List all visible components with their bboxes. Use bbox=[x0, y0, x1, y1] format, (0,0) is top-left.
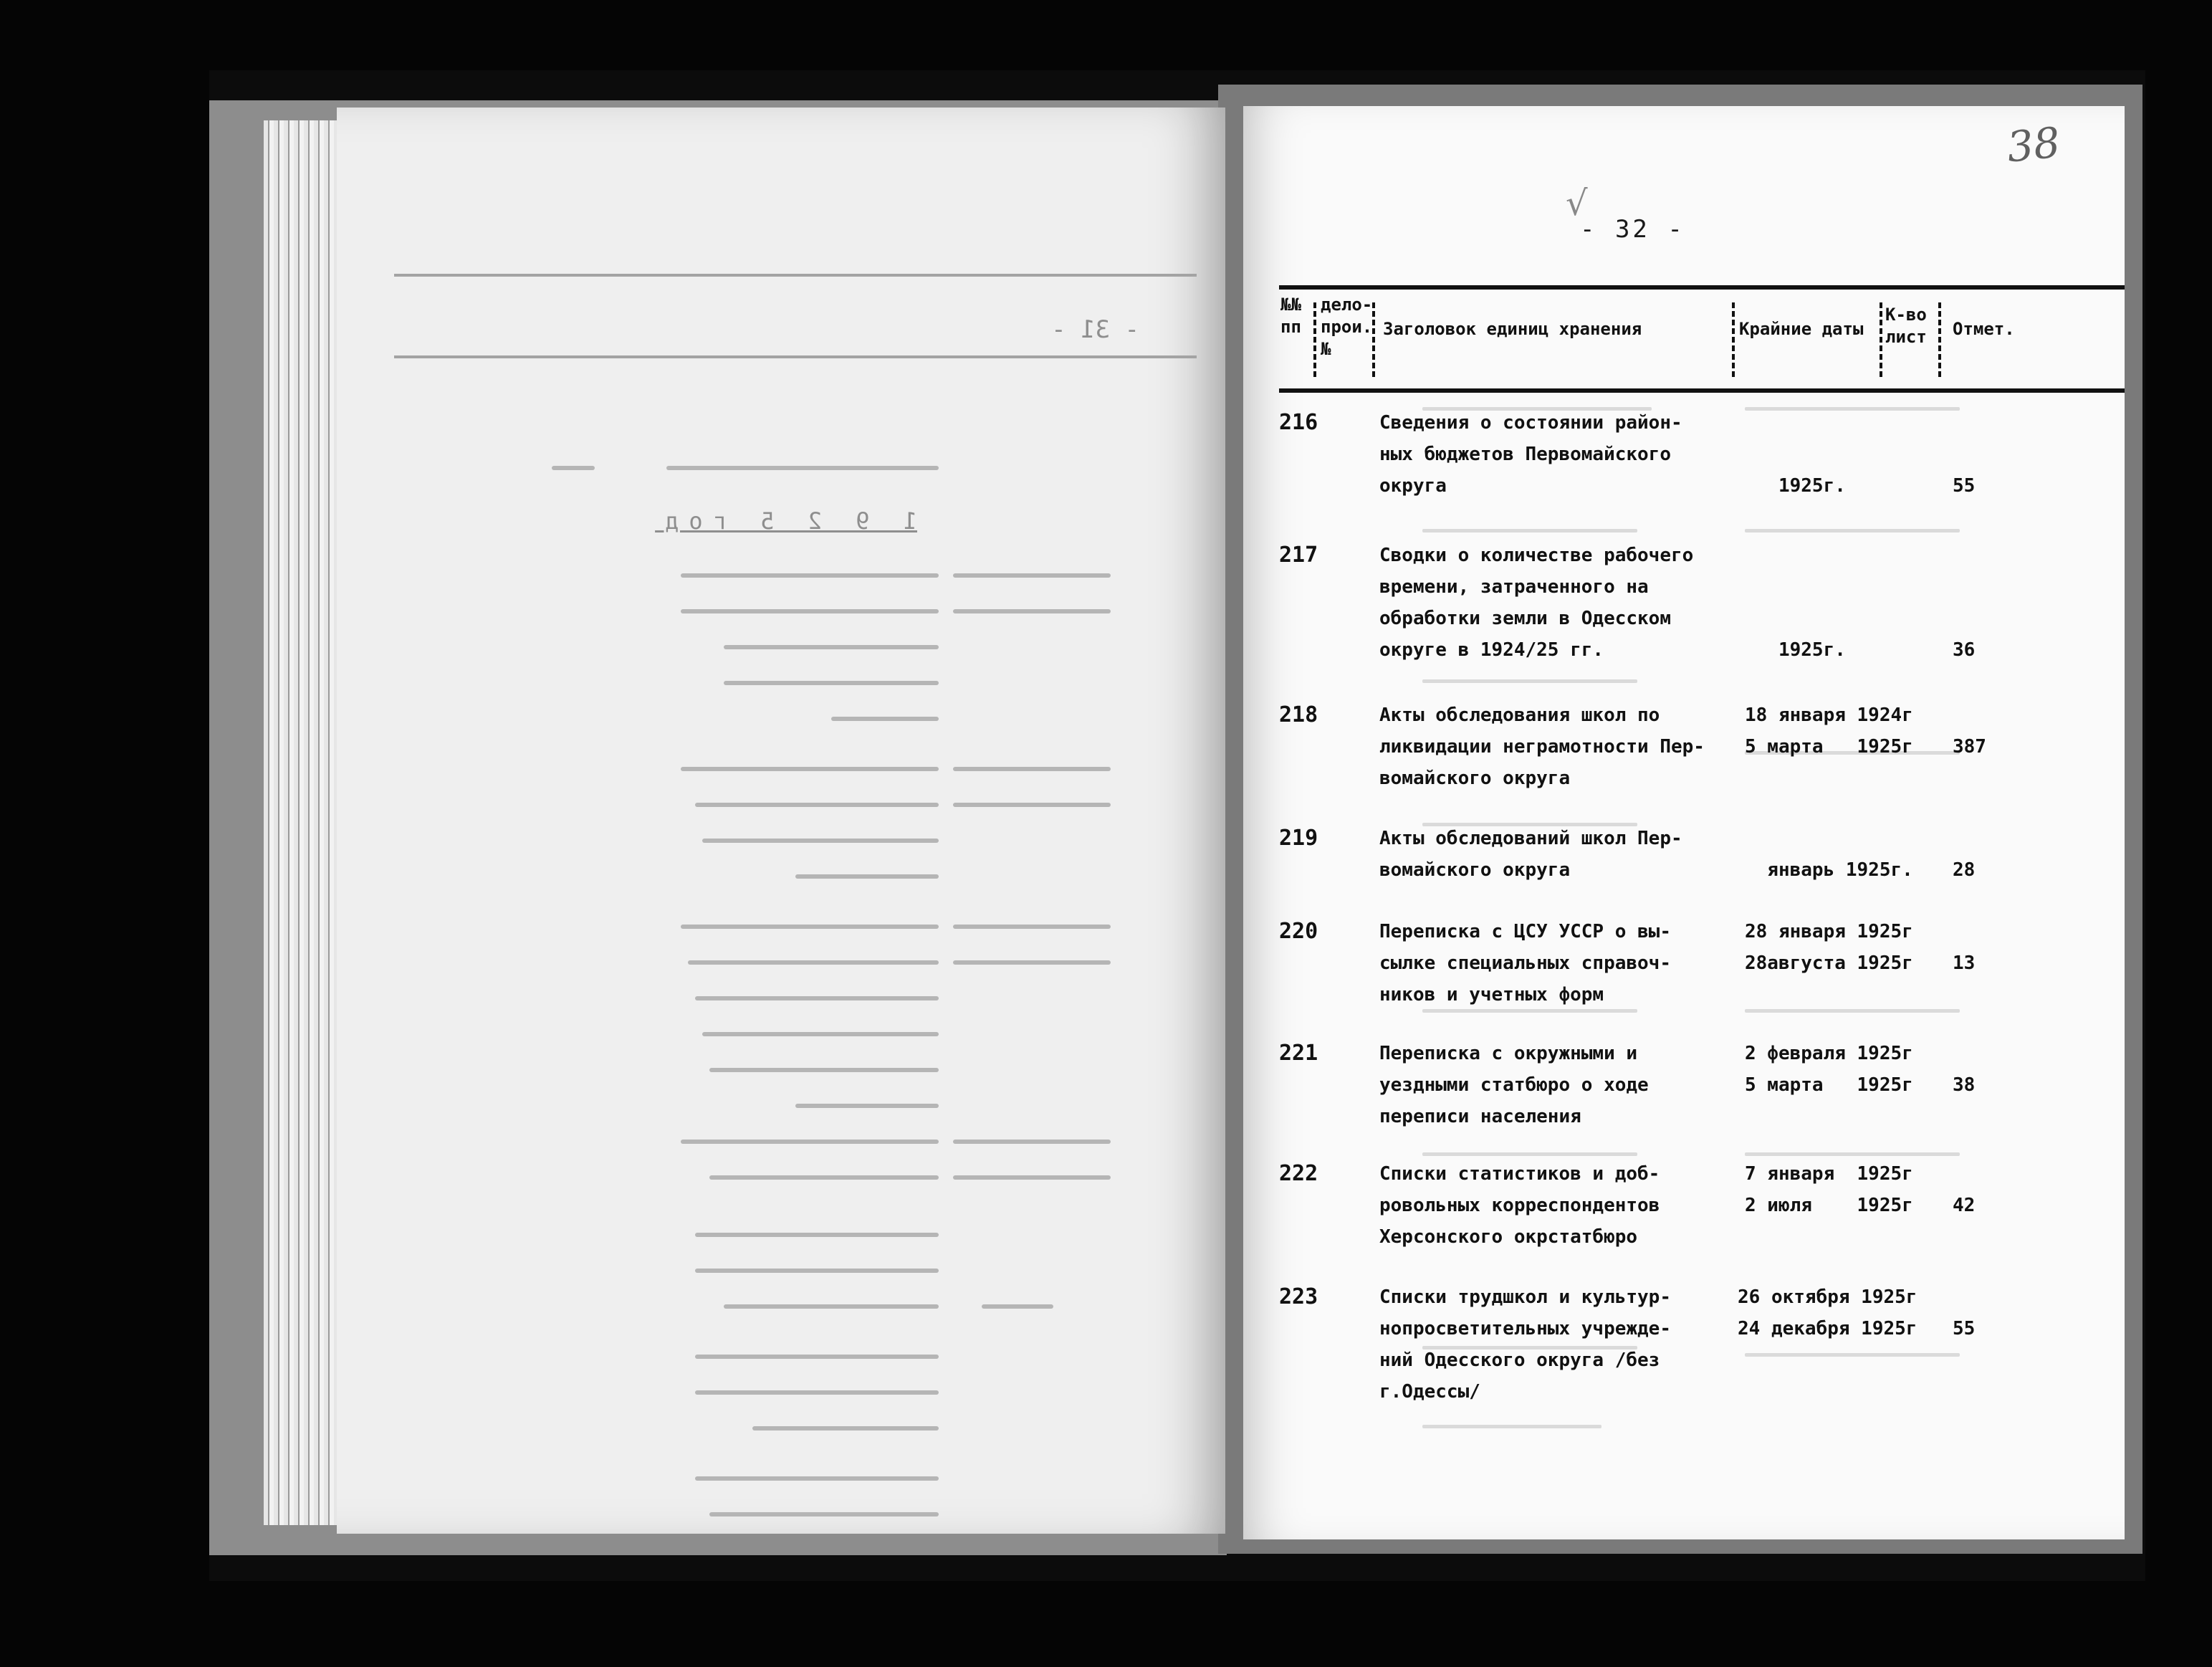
row-count: 42 bbox=[1953, 1195, 1976, 1216]
column-separator bbox=[1938, 302, 1941, 377]
ghost-text-line bbox=[552, 466, 595, 470]
row-dates: 1925г. bbox=[1778, 639, 1846, 661]
ghost-text-line bbox=[695, 1390, 939, 1395]
ghost-text-line bbox=[695, 803, 939, 807]
row-title: Сводки о количестве рабочего времени, затраченного на обработки земли в Одесском округе в 1924/25 гг. bbox=[1379, 545, 1694, 661]
header-num: №№ пп bbox=[1280, 295, 1301, 337]
row-number: 221 bbox=[1279, 1041, 1318, 1066]
row-dates: 7 января 1925г 2 июля 1925г bbox=[1745, 1163, 1913, 1216]
ghost-text-line bbox=[1422, 529, 1637, 532]
column-separator bbox=[1880, 302, 1882, 377]
ghost-text-line bbox=[724, 645, 939, 649]
row-number: 222 bbox=[1279, 1161, 1318, 1186]
page-number: - 32 - bbox=[1580, 215, 1685, 244]
check-mark-icon: √ bbox=[1566, 183, 1588, 224]
ghost-text-line bbox=[681, 925, 939, 929]
ghost-text-line bbox=[695, 1355, 939, 1359]
ghost-text-line bbox=[831, 717, 939, 721]
row-dates: 2 февраля 1925г 5 марта 1925г bbox=[1745, 1043, 1913, 1096]
header-title: Заголовок единиц хранения bbox=[1383, 319, 1642, 339]
ghost-text-line bbox=[953, 1175, 1111, 1180]
row-title: Переписка с окружными и уездными статбюро о ходе переписи населения bbox=[1379, 1043, 1649, 1127]
table-header bbox=[1279, 285, 2125, 393]
header-dates: Крайние даты bbox=[1739, 319, 1864, 339]
row-title: Переписка с ЦСУ УССР о вы- сылке специальных справоч- ников и учетных форм bbox=[1379, 921, 1671, 1006]
ghost-text-line bbox=[695, 1269, 939, 1273]
ghost-text-line bbox=[695, 996, 939, 1000]
ghost-text-line bbox=[953, 609, 1111, 613]
ghost-text-line bbox=[724, 681, 939, 685]
handwritten-folio-number: 38 bbox=[2004, 118, 2063, 172]
ghost-text-line bbox=[953, 925, 1111, 929]
ghost-text-line bbox=[953, 1140, 1111, 1144]
row-title: Сведения о состоянии район- ных бюджетов Первомайского округа bbox=[1379, 412, 1682, 497]
row-title: Списки трудшкол и культур- нопросветительных учрежде- ний Одесского округа /без г.Одессы/ bbox=[1379, 1286, 1671, 1403]
ghost-text-line bbox=[953, 573, 1111, 578]
ghost-text-line bbox=[795, 1104, 939, 1108]
left-table-header bbox=[394, 274, 1197, 358]
ghost-text-line bbox=[681, 573, 939, 578]
row-dates: 1925г. bbox=[1778, 475, 1846, 497]
row-dates: 18 января 1924г 5 марта 1925г bbox=[1745, 704, 1913, 758]
row-dates: 26 октября 1925г 24 декабря 1925г bbox=[1738, 1286, 1917, 1339]
header-note: Отмет. bbox=[1953, 319, 2015, 339]
left-year-heading: 1 9 2 5 год bbox=[655, 507, 917, 535]
ghost-text-line bbox=[702, 1032, 939, 1036]
ghost-text-line bbox=[695, 1233, 939, 1237]
ghost-text-line bbox=[795, 874, 939, 879]
ghost-text-line bbox=[681, 1140, 939, 1144]
ghost-text-line bbox=[953, 803, 1111, 807]
column-separator bbox=[1732, 302, 1735, 377]
row-number: 223 bbox=[1279, 1284, 1318, 1309]
row-title: Акты обследования школ по ликвидации неграмотности Пер- вомайского округа bbox=[1379, 704, 1705, 789]
ghost-text-line bbox=[1745, 529, 1960, 532]
row-count: 55 bbox=[1953, 475, 1976, 497]
ghost-text-line bbox=[953, 767, 1111, 771]
header-delo: дело- прои. № bbox=[1321, 295, 1373, 359]
ghost-text-line bbox=[709, 1512, 939, 1516]
row-title: Акты обследований школ Пер- вомайского округа bbox=[1379, 828, 1682, 881]
ghost-text-line bbox=[1422, 679, 1637, 683]
right-page bbox=[1243, 106, 2125, 1539]
row-number: 220 bbox=[1279, 919, 1318, 944]
ghost-text-line bbox=[1745, 1152, 1960, 1156]
page-stack-edges bbox=[264, 120, 343, 1525]
ghost-text-line bbox=[688, 960, 939, 965]
row-count: 38 bbox=[1953, 1074, 1976, 1096]
row-dates: январь 1925г. bbox=[1767, 859, 1913, 881]
column-separator bbox=[1372, 302, 1375, 377]
ghost-text-line bbox=[1422, 1425, 1601, 1428]
left-page-mirrored-content bbox=[337, 108, 1225, 1534]
ghost-text-line bbox=[681, 609, 939, 613]
ghost-text-line bbox=[681, 767, 939, 771]
row-count: 387 bbox=[1953, 736, 1986, 758]
row-title: Списки статистиков и доб- ровольных корреспондентов Херсонского окрстатбюро bbox=[1379, 1163, 1660, 1248]
row-count: 55 bbox=[1953, 1318, 1976, 1339]
ghost-text-line bbox=[953, 960, 1111, 965]
ghost-text-line bbox=[982, 1304, 1053, 1309]
ghost-text-line bbox=[1745, 1009, 1960, 1013]
ghost-text-line bbox=[702, 839, 939, 843]
ghost-text-line bbox=[709, 1175, 939, 1180]
ghost-text-line bbox=[709, 1068, 939, 1072]
row-count: 36 bbox=[1953, 639, 1976, 661]
left-page-number: - 31 - bbox=[1051, 315, 1139, 344]
ghost-text-line bbox=[666, 466, 939, 470]
row-number: 216 bbox=[1279, 410, 1318, 435]
row-count: 28 bbox=[1953, 859, 1976, 881]
ghost-text-line bbox=[752, 1426, 939, 1430]
ghost-text-line bbox=[1745, 1353, 1960, 1357]
row-number: 219 bbox=[1279, 826, 1318, 851]
row-number: 217 bbox=[1279, 543, 1318, 568]
ghost-text-line bbox=[1422, 1152, 1637, 1156]
header-count: К-во лист bbox=[1885, 305, 1927, 347]
ghost-text-line bbox=[695, 1476, 939, 1481]
row-number: 218 bbox=[1279, 702, 1318, 727]
row-count: 13 bbox=[1953, 952, 1976, 974]
row-dates: 28 января 1925г 28августа 1925г bbox=[1745, 921, 1913, 974]
column-separator bbox=[1313, 302, 1316, 377]
left-page bbox=[337, 108, 1225, 1534]
ghost-text-line bbox=[724, 1304, 939, 1309]
